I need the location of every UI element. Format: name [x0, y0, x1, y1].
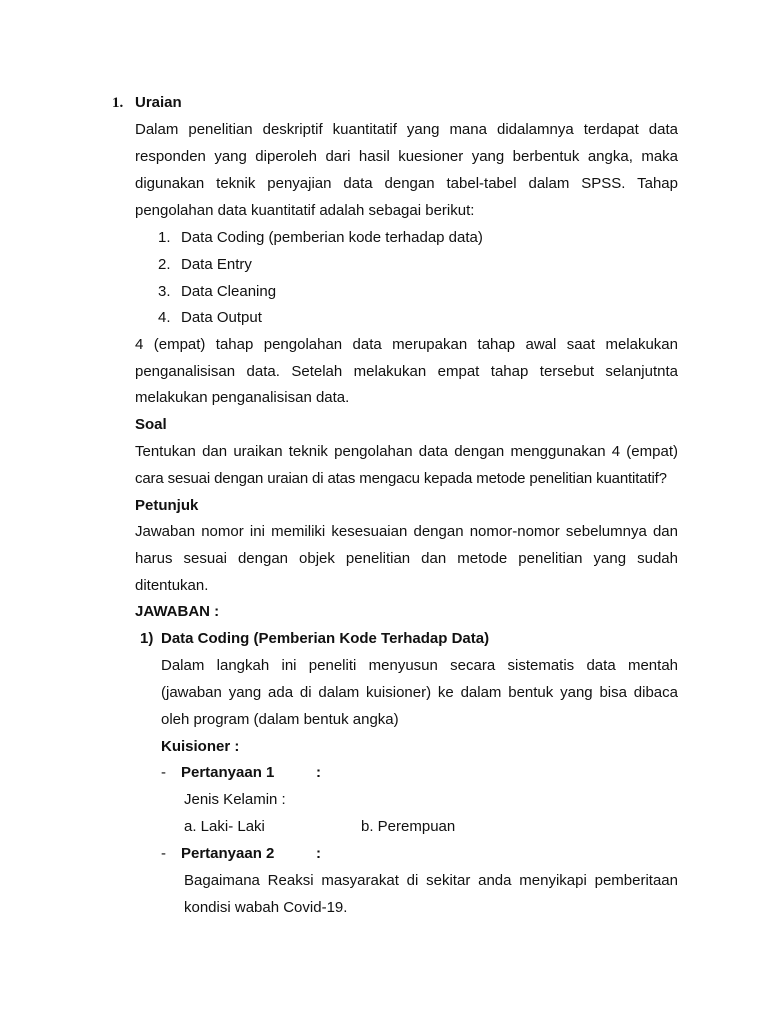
soal-line: Tentukan dan uraikan teknik pengolahan data dengan menggunakan 4 (empat)	[135, 443, 678, 460]
list-item: Data Entry	[181, 256, 252, 273]
list-number: 1.	[158, 229, 171, 246]
list-number: 2.	[158, 256, 171, 273]
dash-bullet: -	[161, 764, 166, 781]
soal-heading: Soal	[135, 416, 167, 433]
answer-line: (jawaban yang ada di dalam kuisioner) ke dalam bentuk yang bisa dibaca	[161, 684, 678, 701]
paragraph-line: responden yang diperoleh dari hasil kuesioner yang berbentuk angka, maka	[135, 148, 678, 165]
question-label: Pertanyaan 1	[181, 764, 275, 781]
paragraph-line: Dalam penelitian deskriptif kuantitatif yang mana didalamnya terdapat data	[135, 121, 678, 138]
option-b: b. Perempuan	[361, 818, 456, 835]
petunjuk-line: Jawaban nomor ini memiliki kesesuaian dengan nomor-nomor sebelumnya dan	[135, 523, 678, 540]
paragraph-line: pengolahan data kuantitatif adalah sebagai berikut:	[135, 202, 475, 219]
question-prompt: Jenis Kelamin :	[184, 791, 286, 808]
petunjuk-heading: Petunjuk	[135, 497, 199, 514]
section-number: 1.	[112, 95, 124, 111]
question-text: Bagaimana Reaksi masyarakat di sekitar anda menyikapi pemberitaan	[184, 872, 678, 889]
answer-number: 1)	[140, 630, 154, 647]
list-number: 3.	[158, 283, 171, 300]
answer-title: Data Coding (Pemberian Kode Terhadap Data)	[161, 630, 490, 647]
question-text: kondisi wabah Covid-19.	[184, 899, 348, 916]
paragraph-line: penganalisisan data. Setelah melakukan empat tahap tersebut selanjutnta	[135, 363, 678, 380]
paragraph-line: 4 (empat) tahap pengolahan data merupakan tahap awal saat melakukan	[135, 336, 678, 353]
section-title: Uraian	[135, 94, 182, 111]
jawaban-heading: JAWABAN :	[135, 603, 220, 620]
list-number: 4.	[158, 309, 171, 326]
list-item: Data Cleaning	[181, 283, 277, 300]
paragraph-line: digunakan teknik penyajian data dengan tabel-tabel dalam SPSS. Tahap	[135, 175, 678, 192]
dash-bullet: -	[161, 845, 166, 862]
paragraph-line: melakukan penganalisisan data.	[135, 389, 350, 406]
question-colon: :	[316, 845, 321, 862]
list-item: Data Output	[181, 309, 262, 326]
soal-line: cara sesuai dengan uraian di atas mengacu kepada metode penelitian kuantitatif?	[135, 470, 667, 487]
answer-line: oleh program (dalam bentuk angka)	[161, 711, 399, 728]
answer-line: Dalam langkah ini peneliti menyusun secara sistematis data mentah	[161, 657, 678, 674]
question-colon: :	[316, 764, 321, 781]
option-a: a. Laki- Laki	[184, 818, 265, 835]
list-item: Data Coding (pemberian kode terhadap data)	[181, 229, 483, 246]
kuisioner-label: Kuisioner :	[161, 738, 240, 755]
petunjuk-line: harus sesuai dengan objek penelitian dan metode penelitian yang sudah	[135, 550, 678, 567]
petunjuk-line: ditentukan.	[135, 577, 209, 594]
question-label: Pertanyaan 2	[181, 845, 275, 862]
